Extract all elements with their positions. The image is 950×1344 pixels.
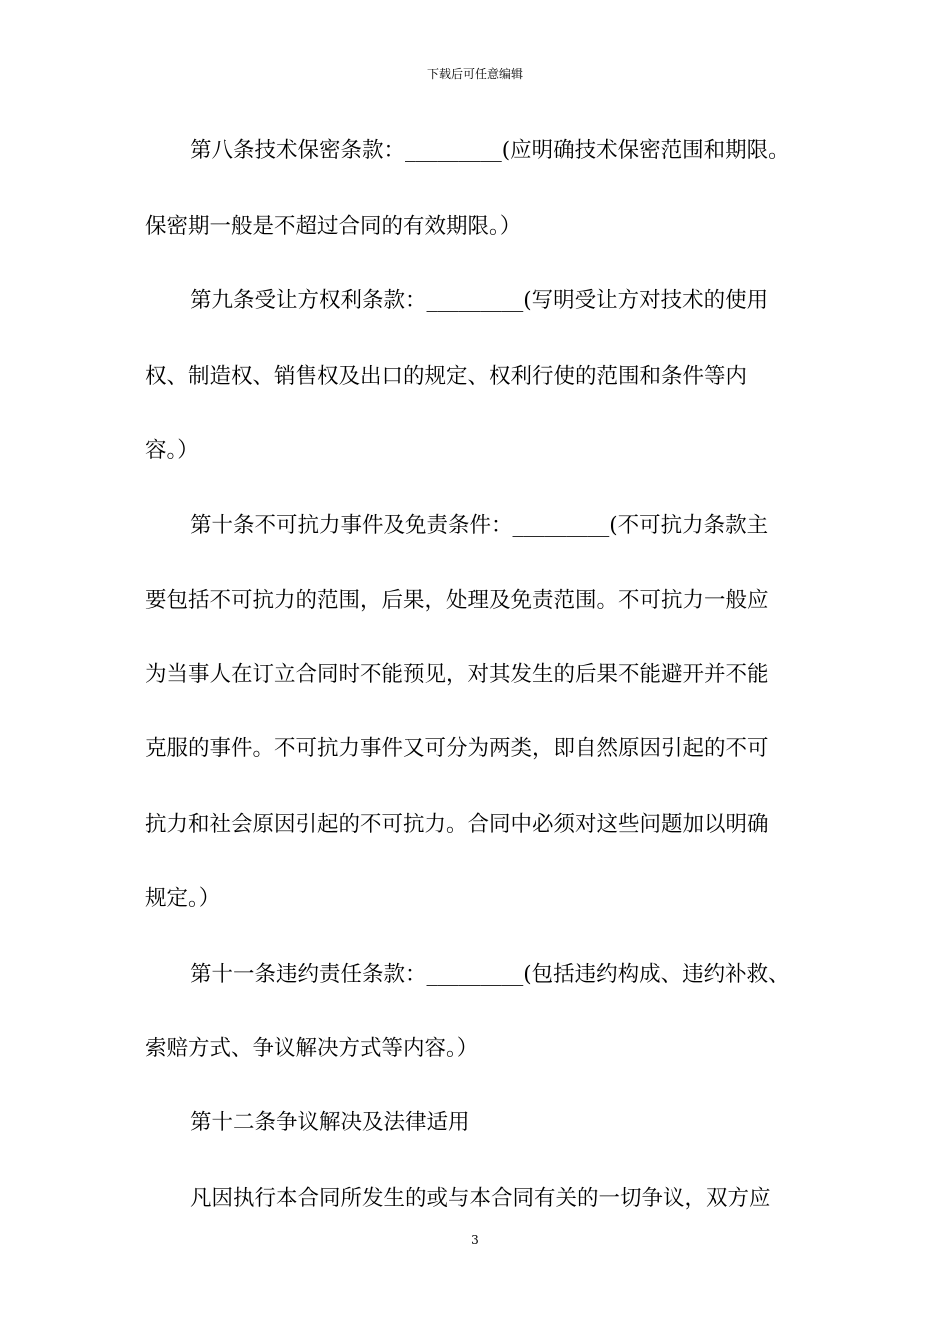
clause-10-line-2: 要包括不可抗力的范围，后果，处理及免责范围。不可抗力一般应 <box>145 588 769 613</box>
clause-10-line-6: 规定。） <box>145 886 221 911</box>
clause-10-line-4: 克服的事件。不可抗力事件又可分为两类，即自然原因引起的不可 <box>145 736 769 761</box>
clause-9-line-2: 权、制造权、销售权及出口的规定、权利行使的范围和条件等内 <box>145 364 748 389</box>
clause-8-line-1: 第八条技术保密条款：_________(应明确技术保密范围和期限。 <box>190 138 790 163</box>
clause-10-line-3: 为当事人在订立合同时不能预见，对其发生的后果不能避开并不能 <box>145 662 769 687</box>
clause-9-line-3: 容。） <box>145 438 199 463</box>
page-header: 下载后可任意编辑 <box>426 67 523 81</box>
clause-9-line-1: 第九条受让方权利条款：_________(写明受让方对技术的使用 <box>190 288 769 313</box>
clause-12-heading: 第十二条争议解决及法律适用 <box>190 1110 470 1135</box>
page-number: 3 <box>471 1233 479 1247</box>
clause-12-line-1: 凡因执行本合同所发生的或与本合同有关的一切争议，双方应 <box>190 1186 771 1211</box>
clause-10-line-1: 第十条不可抗力事件及免责条件：_________(不可抗力条款主 <box>190 513 769 538</box>
clause-10-line-5: 抗力和社会原因引起的不可抗力。合同中必须对这些问题加以明确 <box>145 812 769 837</box>
clause-11-line-2: 索赔方式、争议解决方式等内容。） <box>145 1036 479 1061</box>
clause-8-line-2: 保密期一般是不超过合同的有效期限。） <box>145 214 522 239</box>
clause-11-line-1: 第十一条违约责任条款：_________(包括违约构成、违约补救、 <box>190 962 790 987</box>
